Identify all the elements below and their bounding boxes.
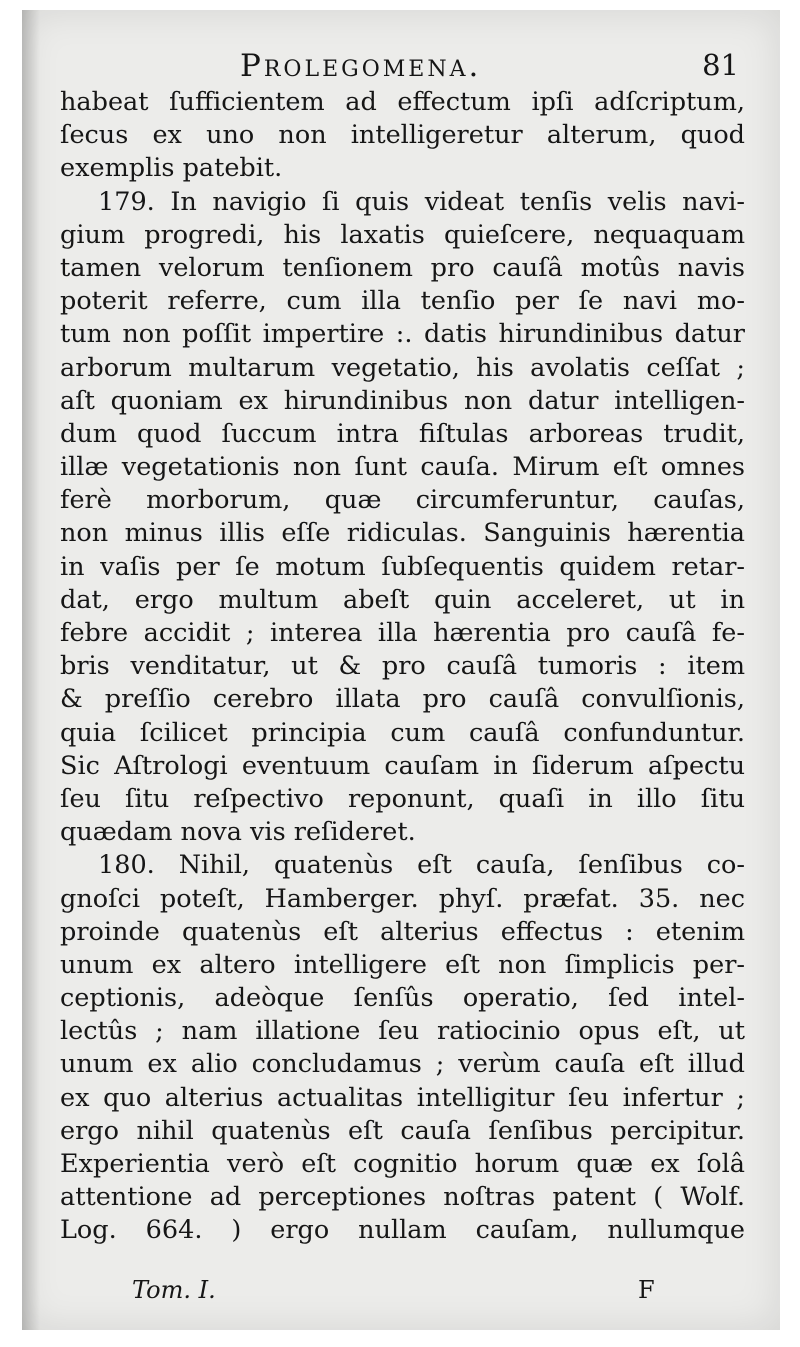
- text-line: exemplis patebit.: [60, 153, 283, 184]
- text-line: ex quo alterius actualitas intelligitur ſeu infertur ;: [60, 1082, 745, 1113]
- paragraph-179-start: 179. In navigio ſi quis videat tenſis velis navi-: [98, 186, 745, 217]
- text-line: gnoſci poteſt, Hamberger. phyſ. præfat. 35. nec: [60, 883, 745, 914]
- page-gutter-shadow: [22, 10, 40, 1330]
- text-line: ſeu ſitu reſpectivo reponunt, quaſi in illo ſitu: [60, 783, 745, 814]
- page-number: 81: [702, 48, 739, 82]
- text-line: unum ex altero intelligere eſt non ſimplicis per-: [60, 949, 745, 980]
- text-line: dum quod ſuccum intra fiſtulas arboreas trudit,: [60, 418, 745, 449]
- text-line: poterit referre, cum illa tenſio per ſe navi mo-: [60, 286, 745, 317]
- text-line: lectûs ; nam illatione ſeu ratiocinio opus eſt, ut: [60, 1016, 745, 1047]
- text-line: tamen velorum tenſionem pro cauſâ motûs navis: [60, 252, 745, 283]
- text-line: aſt quoniam ex hirundinibus non datur intelligen-: [60, 385, 745, 416]
- text-line: febre accidit ; interea illa hærentia pro cauſâ fe-: [60, 618, 745, 648]
- text-line: bris venditatur, ut & pro cauſâ tumoris : item: [60, 651, 745, 682]
- volume-signature: Tom. I.: [132, 1276, 216, 1304]
- text-line: ergo nihil quatenùs eſt cauſa ſenſibus percipitur.: [60, 1115, 745, 1146]
- text-line: non minus illis eſſe ridiculas. Sanguinis hærentia: [60, 518, 745, 549]
- text-line: gium progredi, his laxatis quieſcere, nequaquam: [60, 219, 745, 250]
- text-line: quia ſcilicet principia cum cauſâ confunduntur.: [60, 717, 745, 748]
- text-line: dat, ergo multum abeſt quin acceleret, ut in: [60, 584, 745, 615]
- text-line: Sic Aſtrologi eventuum cauſam in ſiderum aſpectu: [60, 750, 745, 781]
- text-line: ferè morborum, quæ circumferuntur, cauſas,: [60, 485, 745, 516]
- text-line: ſecus ex uno non intelligeretur alterum, quod: [60, 120, 745, 151]
- running-title: Prolegomena.: [240, 48, 482, 84]
- page-header: [60, 48, 745, 88]
- text-line: proinde quatenùs eſt alterius effectus : etenim: [60, 916, 745, 947]
- paragraph-180-start: 180. Nihil, quatenùs eſt cauſa, ſenſibus co-: [98, 850, 745, 881]
- text-line: quædam nova vis reſideret.: [60, 817, 416, 848]
- text-line: arborum multarum vegetatio, his avolatis ceſſat ;: [60, 352, 745, 383]
- text-line: illæ vegetationis non ſunt cauſa. Mirum eſt omnes: [60, 452, 745, 483]
- text-line: Log. 664. ) ergo nullam cauſam, nullumque: [60, 1215, 745, 1246]
- body-text: [60, 86, 745, 1248]
- text-line: unum ex alio concludamus ; verùm cauſa eſt illud: [60, 1049, 745, 1080]
- text-line: ceptionis, adeòque ſenſûs operatio, ſed intel-: [60, 983, 745, 1014]
- sheet-mark: F: [638, 1276, 655, 1304]
- text-line: & preſſio cerebro illata pro cauſâ convulſionis,: [60, 684, 745, 715]
- text-line: attentione ad perceptiones noſtras patent ( Wolf.: [60, 1182, 745, 1213]
- text-line: habeat ſufficientem ad effectum ipſi adſcriptum,: [60, 87, 745, 117]
- text-line: tum non poſſit impertire :. datis hirundinibus datur: [60, 319, 745, 350]
- text-line: in vaſis per ſe motum ſubſequentis quidem retar-: [60, 551, 745, 582]
- page-footer: [60, 1276, 745, 1310]
- text-line: Experientia verò eſt cognitio horum quæ ex ſolâ: [60, 1149, 745, 1179]
